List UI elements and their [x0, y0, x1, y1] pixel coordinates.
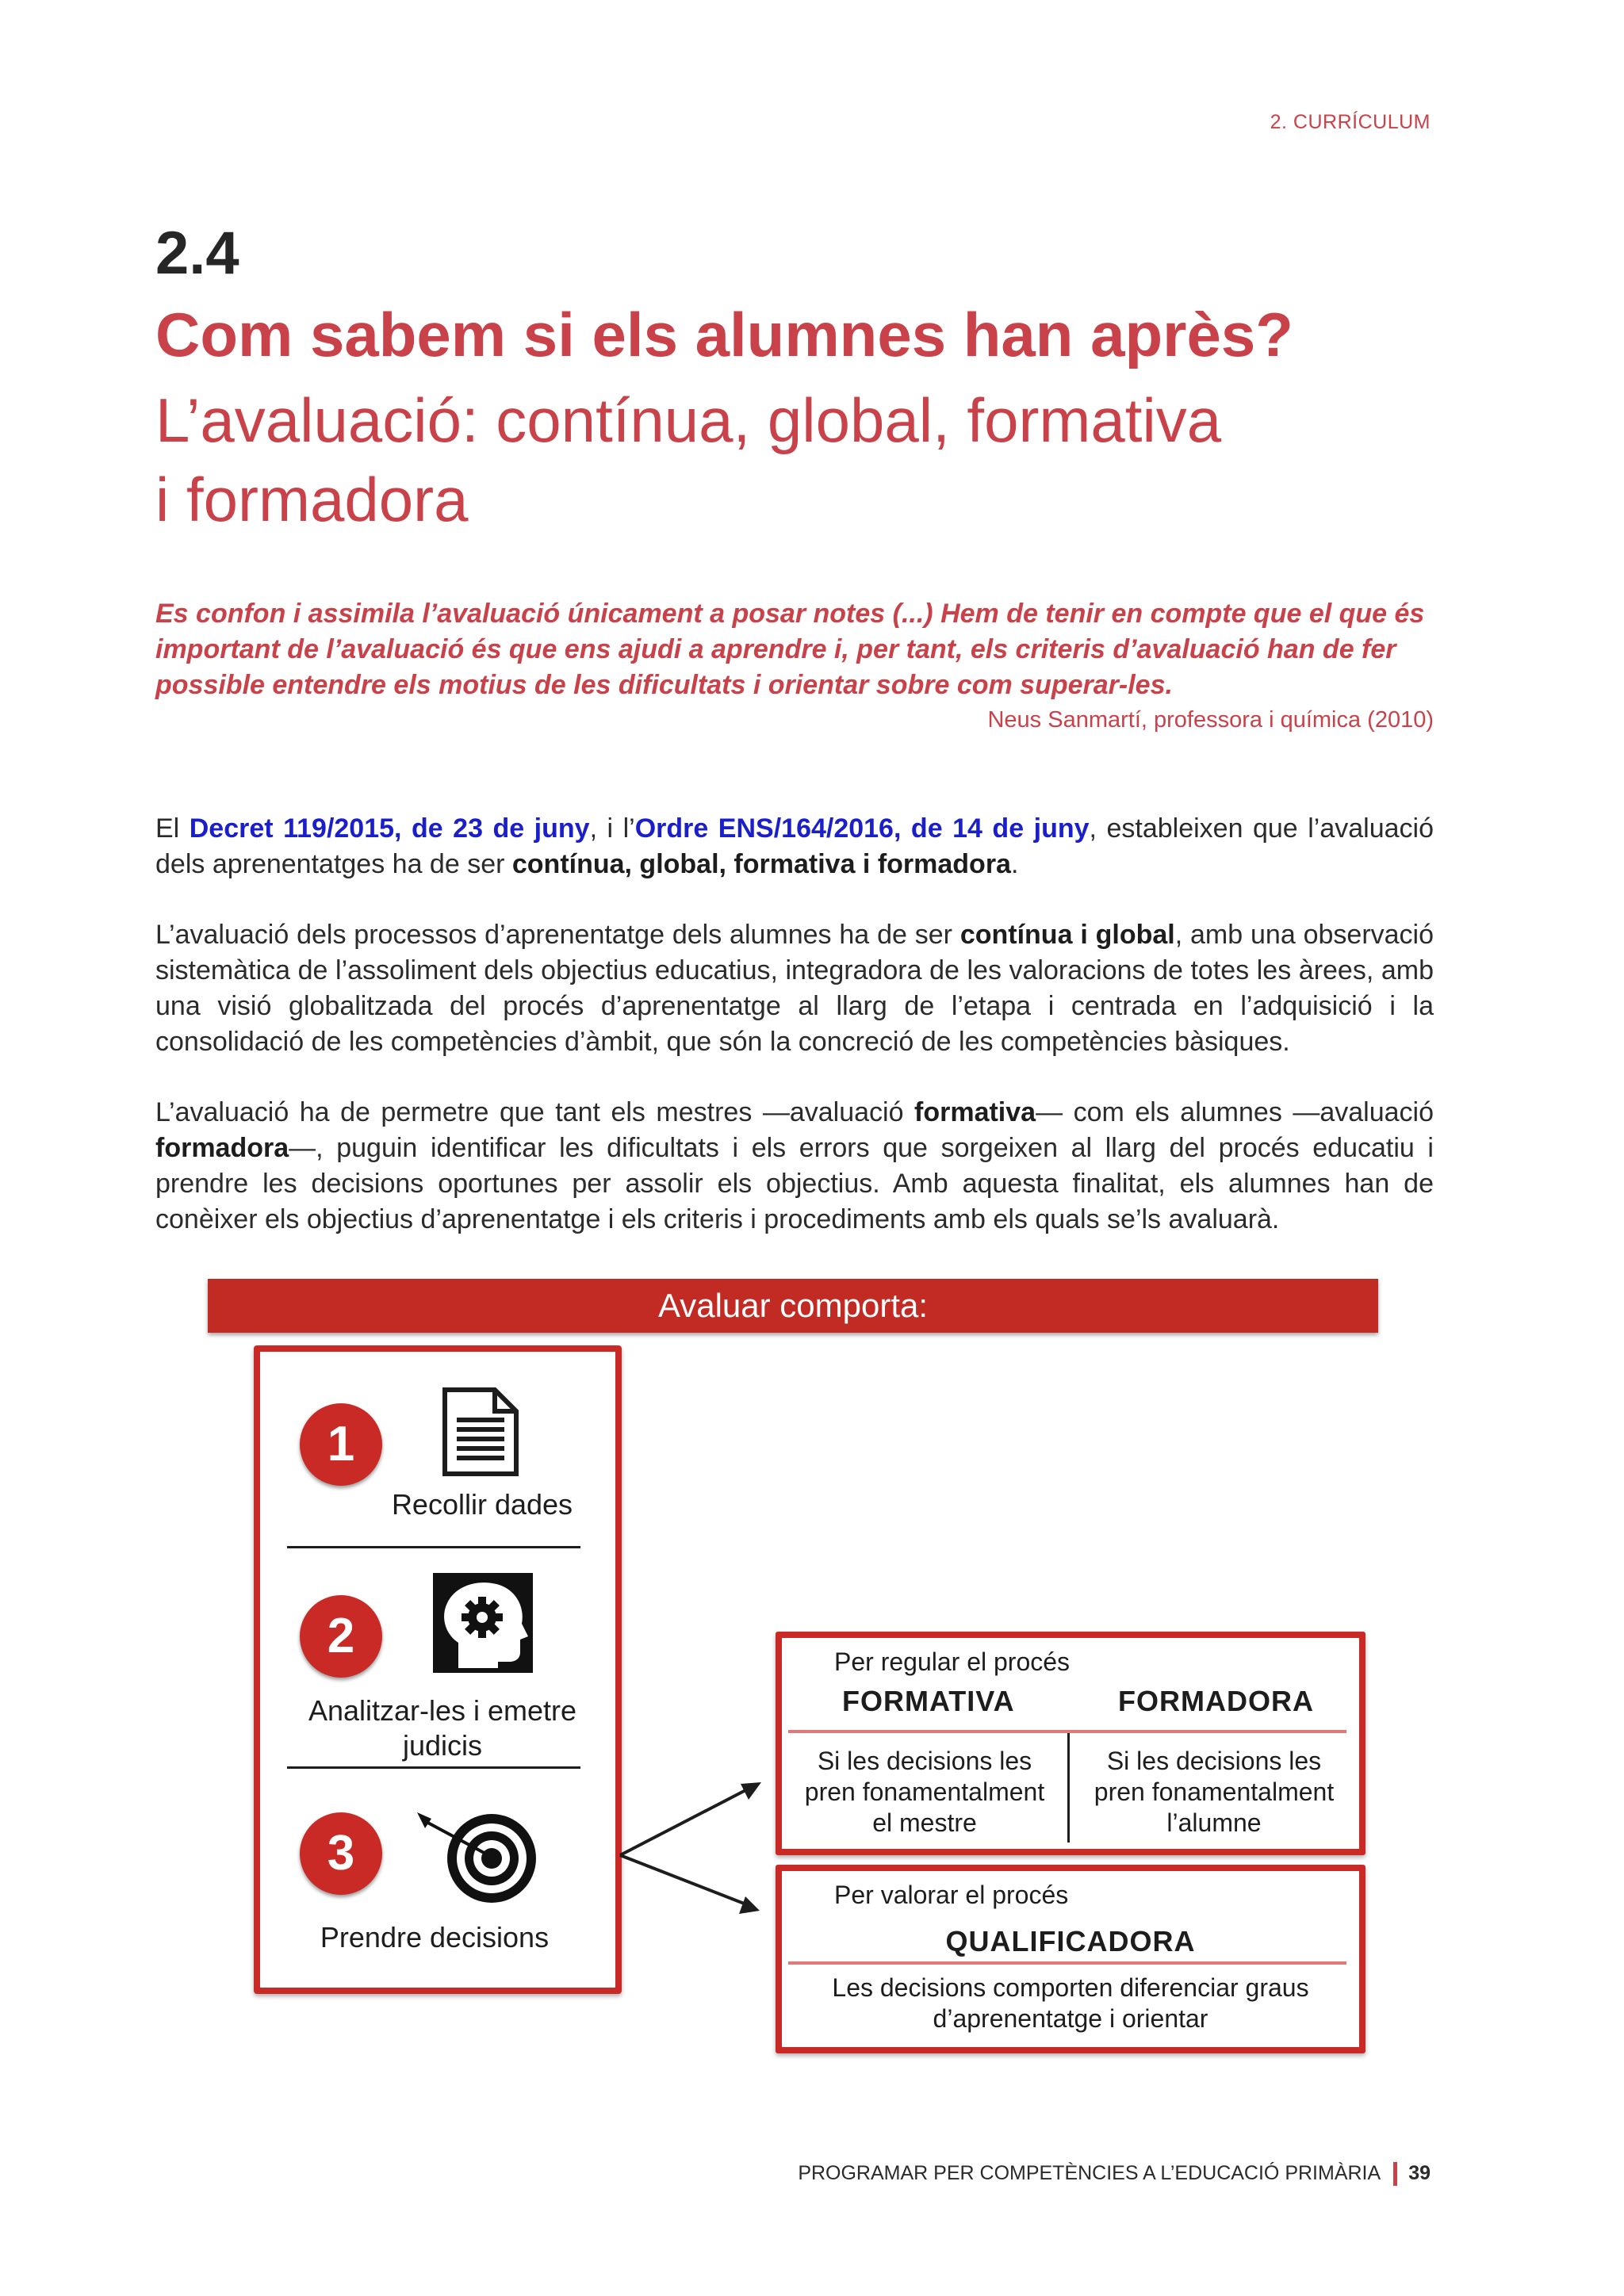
step-2-label-line-2: judicis — [402, 1729, 483, 1762]
bold-run: contínua i global — [959, 920, 1175, 950]
formativa-description — [790, 1746, 1059, 1839]
section-number: 2.4 — [155, 220, 239, 287]
step-divider — [287, 1546, 580, 1548]
quote-author: Neus Sanmartí, professora i química (2010) — [987, 707, 1434, 733]
arrow-to-regulate — [620, 1787, 752, 1855]
desc-line: d’aprenentatge i orientar — [933, 2004, 1208, 2033]
qualificadora-heading: QUALIFICADORA — [945, 1925, 1196, 1957]
desc-line: pren fonamentalment — [1094, 1777, 1335, 1806]
text-run: , amb una observació sistemàtica de l’assoliment dels objectius educatius, integradora de les valoracions de totes les àrees, amb una visió globalitzada del procés d’aprenentatge al llarg de l’etapa i centrada en l’adquisició i la consolidació de les competències d’àmbit, que són la concreció de les competències bàsiques. — [155, 920, 1434, 1057]
text-run: — com els alumnes —avaluació — [1036, 1097, 1434, 1127]
subtitle-line-1: L’avaluació: contínua, global, formativa — [155, 385, 1222, 455]
regulate-intro: Per regular el procés — [834, 1647, 1071, 1676]
step-3-circle: 3 — [300, 1812, 382, 1895]
step-divider — [287, 1766, 580, 1769]
text-run: . — [1010, 849, 1019, 879]
footer-title: PROGRAMAR PER COMPETÈNCIES A L’EDUCACIÓ PRIMÀRIA — [798, 2162, 1381, 2184]
paragraph-3 — [155, 1095, 1434, 1238]
step-2-label-line-1: Analitzar-les i emetre — [308, 1694, 577, 1727]
formativa-heading: FORMATIVA — [842, 1685, 1015, 1717]
step-1-label: Recollir dades — [391, 1488, 573, 1521]
bold-run: contínua, global, formativa i formadora — [511, 849, 1011, 879]
branch-arrows — [611, 1768, 769, 1927]
arrow-to-assess — [620, 1855, 750, 1906]
step-3-label: Prendre decisions — [320, 1921, 550, 1954]
step-1-circle: 1 — [300, 1403, 382, 1486]
diagram-banner: Avaluar comporta: — [208, 1279, 1378, 1333]
ordre-link[interactable]: Ordre ENS/164/2016, de 14 de juny — [634, 813, 1090, 844]
section-subtitle — [155, 381, 1503, 539]
step-2-circle: 2 — [300, 1595, 382, 1678]
quote-text: Es confon i assimila l’avaluació únicament a posar notes (...) Hem de tenir en compte que el que és important de l’avaluació és que ens ajudi a aprendre i, per tant, els criteris d’avaluació han de fer possible entendre els motius de les dificultats i orientar sobre com superar-les. — [155, 599, 1425, 700]
subtitle-line-2: i formadora — [155, 465, 469, 534]
text-run: , i l’ — [589, 813, 635, 844]
head-gear-icon — [433, 1573, 533, 1673]
desc-line: Si les decisions les — [817, 1747, 1032, 1775]
qualificadora-description — [782, 1973, 1359, 2034]
assess-divider — [788, 1961, 1346, 1965]
page-number: 39 — [1408, 2162, 1431, 2184]
column-divider — [1067, 1733, 1070, 1843]
desc-line: l’alumne — [1166, 1808, 1262, 1837]
footer-separator — [1393, 2162, 1397, 2186]
arrowhead-icon — [739, 1896, 760, 1914]
assess-intro: Per valorar el procés — [834, 1881, 1069, 1909]
formadora-heading: FORMADORA — [1118, 1685, 1314, 1717]
text-run: L’avaluació dels processos d’aprenentatge dels alumnes ha de ser — [155, 920, 960, 950]
desc-line: el mestre — [872, 1808, 977, 1837]
text-run: El — [155, 813, 190, 844]
formadora-description — [1075, 1746, 1353, 1839]
section-title: Com sabem si els alumnes han après? — [155, 300, 1293, 369]
step-2-label — [260, 1693, 625, 1763]
text-run: —, puguin identificar les dificultats i els errors que sorgeixen al llarg del procés educatiu i prendre les decisions oportunes per assolir els objectius. Amb aquesta finalitat, els alumnes han de conèixer els objectius d’aprenentatge i els criteris i procediments amb els quals se’ls avaluarà. — [155, 1133, 1434, 1234]
paragraph-2 — [155, 917, 1434, 1060]
desc-line: Les decisions comporten diferenciar graus — [832, 1973, 1309, 2002]
target-arrow-icon — [412, 1811, 539, 1906]
desc-line: Si les decisions les — [1106, 1747, 1322, 1775]
decret-link[interactable]: Decret 119/2015, de 23 de juny — [189, 813, 590, 844]
document-icon — [441, 1386, 520, 1478]
bold-run: formativa — [914, 1097, 1036, 1127]
paragraph-1 — [155, 811, 1434, 882]
chapter-label: 2. CURRÍCULUM — [1270, 111, 1431, 133]
text-run: , estableixen que l’avaluació dels aprenentatges ha de ser — [155, 813, 1434, 879]
text-run: L’avaluació ha de permetre que tant els mestres —avaluació — [155, 1097, 915, 1127]
desc-line: pren fonamentalment — [804, 1777, 1045, 1806]
bold-run: formadora — [155, 1133, 289, 1163]
page-footer — [798, 2162, 1431, 2186]
